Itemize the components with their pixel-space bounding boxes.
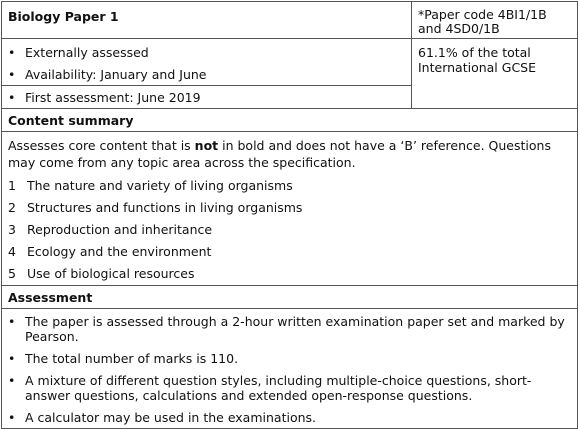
assessment-item-text: The paper is assessed through a 2-hour written examination paper set and marked by Pearson. [25, 314, 565, 344]
percentage-of-total [412, 39, 578, 109]
topic-number: 4 [8, 244, 16, 259]
assessment-info-list [2, 39, 412, 109]
info-item-text: First assessment: June 2019 [25, 90, 201, 105]
topic-item [8, 243, 571, 260]
topic-number: 3 [8, 222, 16, 237]
summary-text-after: in bold and does not have a ‘B’ reference. Questions may come from any topic area across the specification. [8, 138, 551, 170]
assessment-item-text: A mixture of different question styles, including multiple-choice questions, short-answer questions, calculations and extended open-response questions. [25, 373, 532, 403]
percentage-line-1: 61.1% of the total [418, 45, 531, 60]
percentage-line-2: International GCSE [418, 60, 536, 75]
content-summary-body [2, 132, 578, 286]
paper-title: Biology Paper 1 [2, 2, 412, 39]
bullet-icon: • [8, 410, 16, 425]
info-row [2, 39, 578, 109]
topic-label: Use of biological resources [27, 266, 195, 281]
topic-label: Reproduction and inheritance [27, 222, 213, 237]
bullet-icon: • [8, 314, 16, 329]
info-item [2, 63, 411, 85]
topic-number: 2 [8, 200, 16, 215]
content-summary-heading-row [2, 109, 578, 132]
paper-code [412, 2, 578, 39]
assessment-item [8, 314, 571, 344]
header-row [2, 2, 578, 39]
assessment-item-text: A calculator may be used in the examinations. [25, 410, 317, 425]
paper-spec-table [1, 1, 578, 429]
assessment-item [8, 351, 571, 366]
bullet-icon: • [8, 67, 16, 82]
assessment-item [8, 373, 571, 403]
bullet-icon: • [8, 373, 16, 388]
assessment-heading: Assessment [2, 286, 578, 309]
assessment-item [8, 410, 571, 425]
assessment-body [2, 309, 578, 429]
topic-number: 5 [8, 266, 16, 281]
summary-text-before: Assesses core content that is [8, 138, 195, 153]
bullet-icon: • [8, 45, 16, 60]
assessment-row [2, 309, 578, 429]
bullet-icon: • [8, 90, 16, 105]
content-summary-row [2, 132, 578, 286]
info-item [2, 39, 411, 63]
assessment-heading-row [2, 286, 578, 309]
info-item-text: Externally assessed [25, 45, 149, 60]
assessment-item-text: The total number of marks is 110. [25, 351, 239, 366]
topic-label: Ecology and the environment [27, 244, 212, 259]
info-item [2, 85, 411, 108]
topic-number: 1 [8, 178, 16, 193]
topic-item [8, 221, 571, 238]
topic-label: Structures and functions in living organisms [27, 200, 303, 215]
topic-item [8, 265, 571, 282]
topic-label: The nature and variety of living organisms [27, 178, 293, 193]
content-summary-text [8, 137, 571, 171]
paper-code-line-1: *Paper code 4BI1/1B [418, 7, 547, 22]
content-summary-heading: Content summary [2, 109, 578, 132]
summary-text-bold: not [194, 138, 219, 153]
bullet-icon: • [8, 351, 16, 366]
info-item-text: Availability: January and June [25, 67, 207, 82]
topic-item [8, 199, 571, 216]
topic-item [8, 177, 571, 194]
paper-code-line-2: and 4SD0/1B [418, 21, 500, 36]
